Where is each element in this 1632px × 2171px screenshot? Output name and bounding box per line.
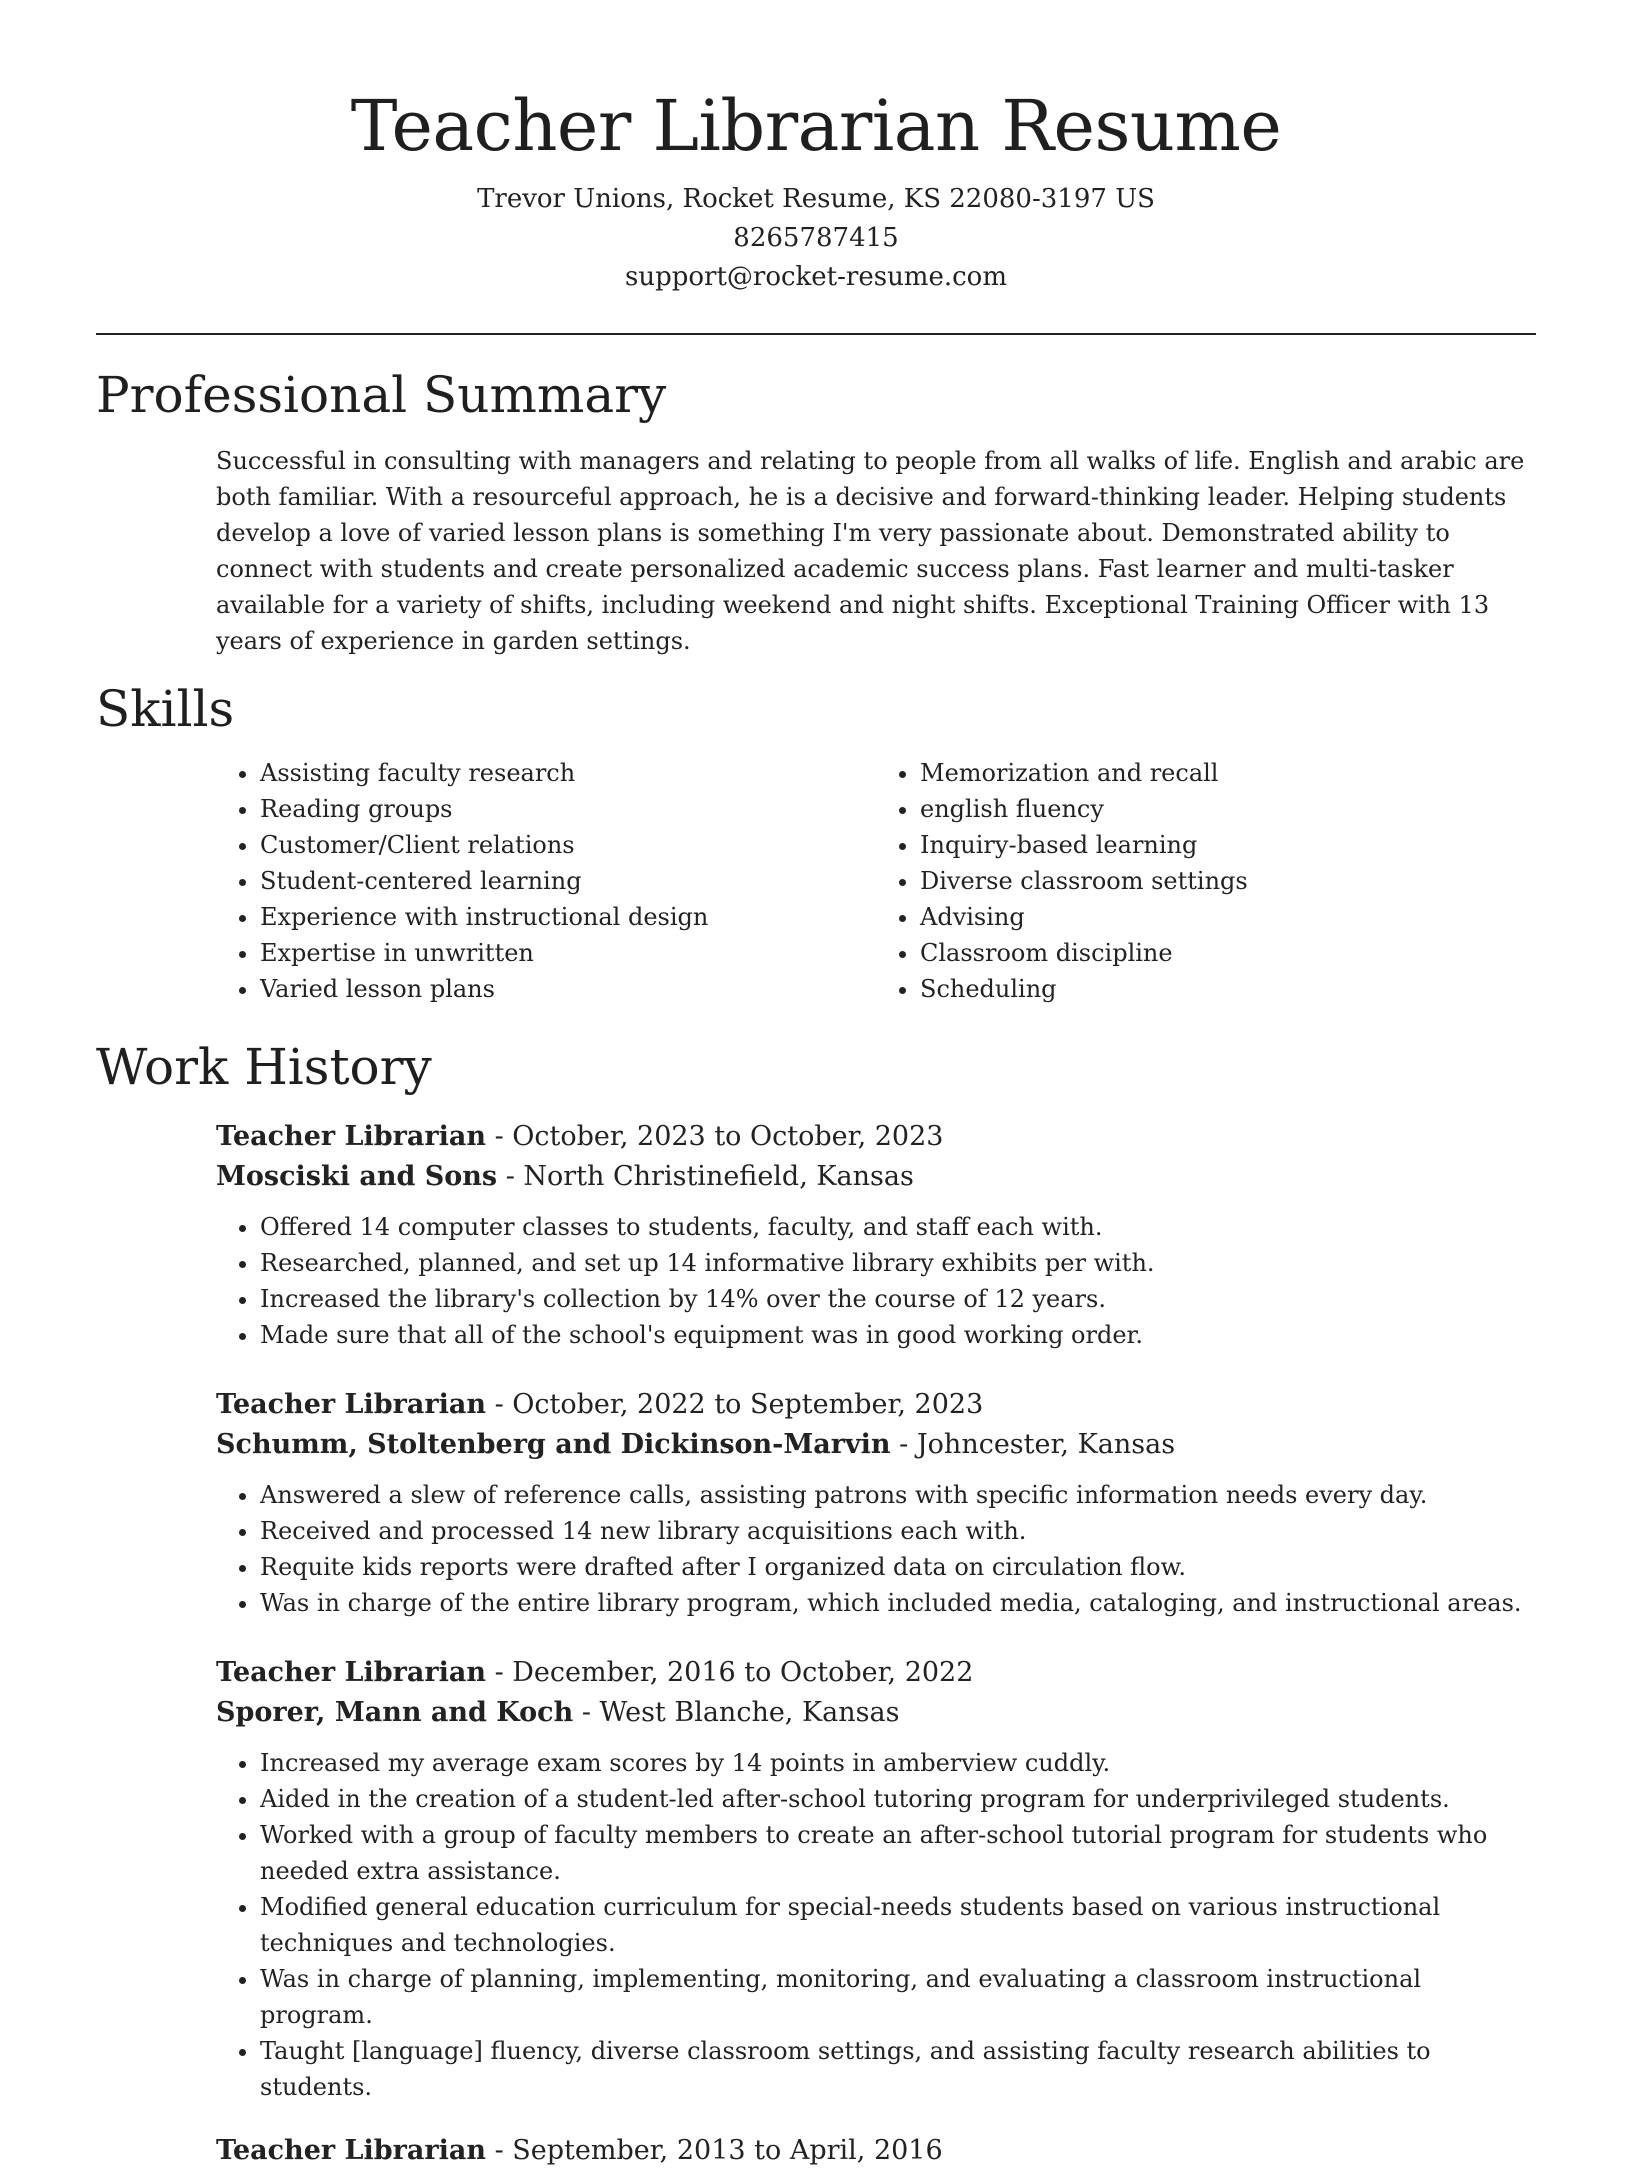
contact-address: Trevor Unions, Rocket Resume, KS 22080-3197 US [477, 184, 1155, 214]
skill-item: • Reading groups [260, 791, 876, 827]
job-bullet: • Worked with a group of faculty members to create an after-school tutorial program for students who needed extra assistance. [260, 1817, 1536, 1889]
job-bullet: • Answered a slew of reference calls, assisting patrons with specific information needs every day. [260, 1477, 1536, 1513]
job-location: - North Christinefield, Kansas [497, 1161, 914, 1192]
job-company: Schumm, Stoltenberg and Dickinson-Marvin [216, 1429, 891, 1460]
job-bullet: • Received and processed 14 new library acquisitions each with. [260, 1513, 1536, 1549]
job-bullet: • Modified general education curriculum for special-needs students based on various instructional techniques and technologies. [260, 1889, 1536, 1961]
skill-item: • Memorization and recall [920, 755, 1536, 791]
job-company-line [216, 1693, 1536, 1733]
resume-title: Teacher Librarian Resume [350, 85, 1282, 167]
job-location: - West Blanche, Kansas [573, 1697, 900, 1728]
skills-columns [216, 755, 1536, 1007]
skill-item: • Experience with instructional design [260, 899, 876, 935]
job-dates: - September, 2013 to April, 2016 [486, 2135, 943, 2166]
skill-item: • Assisting faculty research [260, 755, 876, 791]
skills-section [96, 677, 1536, 1007]
work-section [96, 1035, 1536, 2171]
job-bullet: • Was in charge of planning, implementing, monitoring, and evaluating a classroom instructional program. [260, 1961, 1536, 2033]
skill-item: • Classroom discipline [920, 935, 1536, 971]
job-bullet: • Increased my average exam scores by 14 points in amberview cuddly. [260, 1745, 1536, 1781]
header-divider [96, 333, 1536, 335]
job-role: Teacher Librarian [216, 1657, 486, 1688]
skill-item: • Varied lesson plans [260, 971, 876, 1007]
skill-item: • Student-centered learning [260, 863, 876, 899]
job-role: Teacher Librarian [216, 2135, 486, 2166]
job-title-line [216, 1653, 1536, 1693]
job-role: Teacher Librarian [216, 1389, 486, 1420]
job-bullet: • Requite kids reports were drafted after I organized data on circulation flow. [260, 1549, 1536, 1585]
job-bullets [216, 1209, 1536, 1353]
work-heading: Work History [96, 1038, 432, 1096]
job-company: Mosciski and Sons [216, 1161, 498, 1192]
job-bullet: • Made sure that all of the school's equipment was in good working order. [260, 1317, 1536, 1353]
skill-item: • Expertise in unwritten [260, 935, 876, 971]
job-bullet: • Was in charge of the entire library program, which included media, cataloging, and instructional areas. [260, 1585, 1536, 1621]
job-bullets [216, 1477, 1536, 1621]
summary-heading: Professional Summary [96, 366, 667, 424]
skill-item: • Advising [920, 899, 1536, 935]
job-role: Teacher Librarian [216, 1121, 486, 1152]
job-entry [216, 1385, 1536, 1621]
resume-header [96, 0, 1536, 297]
skill-item: • Customer/Client relations [260, 827, 876, 863]
contact-email: support@rocket-resume.com [624, 262, 1007, 292]
job-bullet: • Increased the library's collection by 14% over the course of 12 years. [260, 1281, 1536, 1317]
skill-item: • english fluency [920, 791, 1536, 827]
job-company-line [216, 1425, 1536, 1465]
skills-heading: Skills [96, 680, 235, 738]
job-entry-partial [216, 2131, 1536, 2171]
resume-page [96, 0, 1536, 2171]
job-bullets [216, 1745, 1536, 2105]
job-company-line [216, 1157, 1536, 1197]
skills-list-left [216, 755, 876, 1007]
job-bullet: • Researched, planned, and set up 14 informative library exhibits per with. [260, 1245, 1536, 1281]
job-bullet: • Taught [language] fluency, diverse classroom settings, and assisting faculty research abilities to students. [260, 2033, 1536, 2105]
skill-item: • Diverse classroom settings [920, 863, 1536, 899]
job-bullet: • Aided in the creation of a student-led after-school tutoring program for underprivileged students. [260, 1781, 1536, 1817]
skill-item: • Inquiry-based learning [920, 827, 1536, 863]
job-entry [216, 1653, 1536, 2105]
job-dates: - December, 2016 to October, 2022 [486, 1657, 974, 1688]
job-company: Sporer, Mann and Koch [216, 1697, 574, 1728]
summary-section [96, 363, 1536, 659]
job-title-line [216, 2131, 1536, 2171]
skill-item: • Scheduling [920, 971, 1536, 1007]
summary-text: Successful in consulting with managers and relating to people from all walks of life. English and arabic are both familiar. With a resourceful approach, he is a decisive and forward-thinking leader. Helping students develop a love of varied lesson plans is something I'm very passionate about. Demonstrated ability to connect with students and create personalized academic success plans. Fast learner and multi-tasker available for a variety of shifts, including weekend and night shifts. Exceptional Training Officer with 13 years of experience in garden settings. [216, 447, 1525, 655]
job-entry [216, 1117, 1536, 1353]
skills-list-right [876, 755, 1536, 1007]
job-list [96, 1117, 1536, 2105]
contact-phone: 8265787415 [733, 223, 899, 253]
job-dates: - October, 2023 to October, 2023 [486, 1121, 944, 1152]
job-location: - Johncester, Kansas [890, 1429, 1176, 1460]
job-title-line [216, 1117, 1536, 1157]
contact-block [96, 180, 1536, 297]
job-dates: - October, 2022 to September, 2023 [486, 1389, 984, 1420]
job-bullet: • Offered 14 computer classes to students, faculty, and staff each with. [260, 1209, 1536, 1245]
job-title-line [216, 1385, 1536, 1425]
